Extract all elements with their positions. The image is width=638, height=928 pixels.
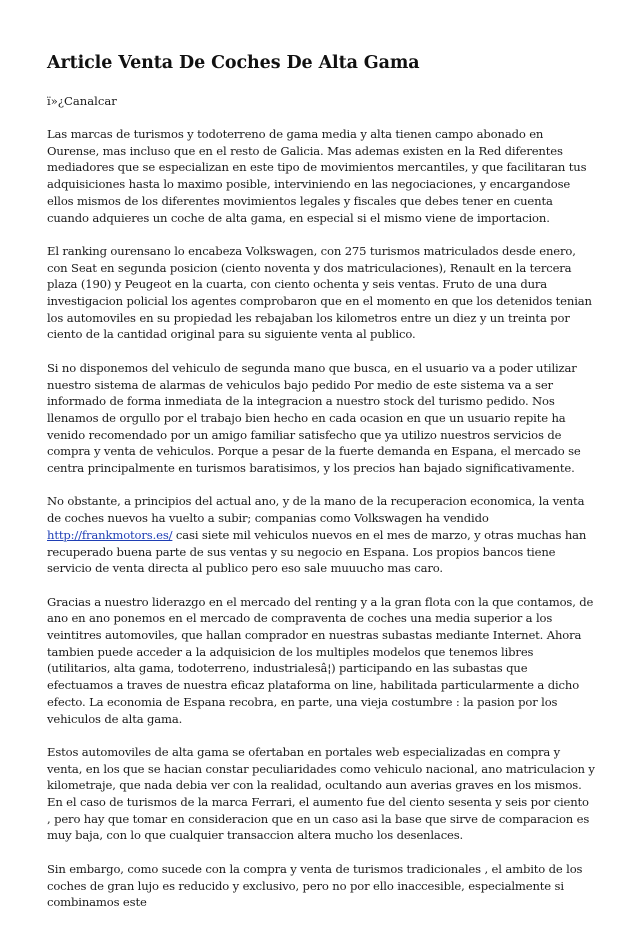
paragraph-5: Gracias a nuestro liderazgo en el mercado del renting y a la gran flota con la que contamos, de ano en ano ponemos en el mercado de compraventa de coches una media superior a los veintitres automoviles, que hallan comprador en nuestras subastas mediante Internet. Ahora tambien puede acceder a la adquisicion de los multiples modelos que tenemos libres (utilitarios, alta gama, todoterreno, industrialesâ¦) participando en las subastas que efectuamos a traves de nuestra eficaz plataforma on line, habilitada particularmente a dicho efecto. La economia de Espana recobra, en parte, una vieja costumbre : la pasion por los vehiculos de alta gama. — [47, 594, 594, 726]
paragraph-4-text-before: No obstante, a principios del actual ano, y de la mano de la recuperacion economica, la venta de coches nuevos ha vuelto a subir; companias como Volkswagen ha vendido — [47, 494, 585, 526]
paragraph-1: Las marcas de turismos y todoterreno de gama media y alta tienen campo abonado en Ourense, mas incluso que en el resto de Galicia. Mas ademas existen en la Red diferentes mediadores que se especializan en este tipo de movimientos mercantiles, y que facilitaran tus adquisiciones hasta lo maximo posible, interviniendo en las negociaciones, y encargandose ellos mismos de los diferentes movimientos legales y fiscales que debes tener en cuenta cuando adquieres un coche de alta gama, en especial si el mismo viene de importacion. — [47, 127, 587, 225]
paragraph-6: Estos automoviles de alta gama se ofertaban en portales web especializadas en compra y venta, en los que se hacian constar peculiaridades como vehiculo nacional, ano matriculacion y kilometraje, que nada debia ver con la realidad, ocultando aun averias graves en los mismos. En el caso de turismos de la marca Ferrari, el aumento fue del ciento sesenta y seis por ciento , pero hay que tomar en consideracion que en un caso asi la base que sirve de comparacion es muy baja, con lo que cualquier transaccion altera mucho los desenlaces. — [47, 744, 595, 843]
document-page — [47, 52, 595, 928]
frankmotors-link[interactable]: http://frankmotors.es/ — [47, 527, 173, 542]
paragraph-2: El ranking ourensano lo encabeza Volkswagen, con 275 turismos matriculados desde enero, con Seat en segunda posicion (ciento noventa y dos matriculaciones), Renault en la tercera plaza (190) y Peugeot en la cuarta, con ciento ochenta y seis ventas. Fruto de una dura investigacion policial los agentes comprobaron que en el momento en que los detenidos tenian los automoviles en su propiedad les rebajaban los kilometros entre un diez y un treinta por ciento de la cantidad original para su siguiente venta al publico. — [47, 243, 592, 342]
paragraph-3: Si no disponemos del vehiculo de segunda mano que busca, en el usuario va a poder utilizar nuestro sistema de alarmas de vehiculos bajo pedido Por medio de este sistema va a ser informado de forma inmediata de la integracion a nuestro stock del turismo pedido. Nos llenamos de orgullo por el trabajo bien hecho en cada ocasion en que un usuario repite ha venido recomendado por un amigo familiar satisfecho que ya utilizo nuestros servicios de compra y venta de vehiculos. Porque a pesar de la fuerte demanda en Espana, el mercado se centra principalmente en turismos baratisimos, y los precios han bajado significativamente. — [47, 360, 581, 476]
byline: ï»¿Canalcar — [47, 94, 117, 108]
paragraph-7: Sin embargo, como sucede con la compra y venta de turismos tradicionales , el ambito de los coches de gran lujo es reducido y exclusivo, pero no por ello inaccesible, especialmente si combinamos este — [47, 861, 583, 910]
paragraph-4 — [47, 493, 595, 577]
article-title: Article Venta De Coches De Alta Gama — [47, 53, 420, 73]
paragraph-4-text-after: casi siete mil vehiculos nuevos en el mes de marzo, y otras muchas han recuperado buena parte de sus ventas y su negocio en Espana. Los propios bancos tiene servicio de venta directa al publico pero eso sale muuucho mas caro. — [47, 527, 587, 576]
